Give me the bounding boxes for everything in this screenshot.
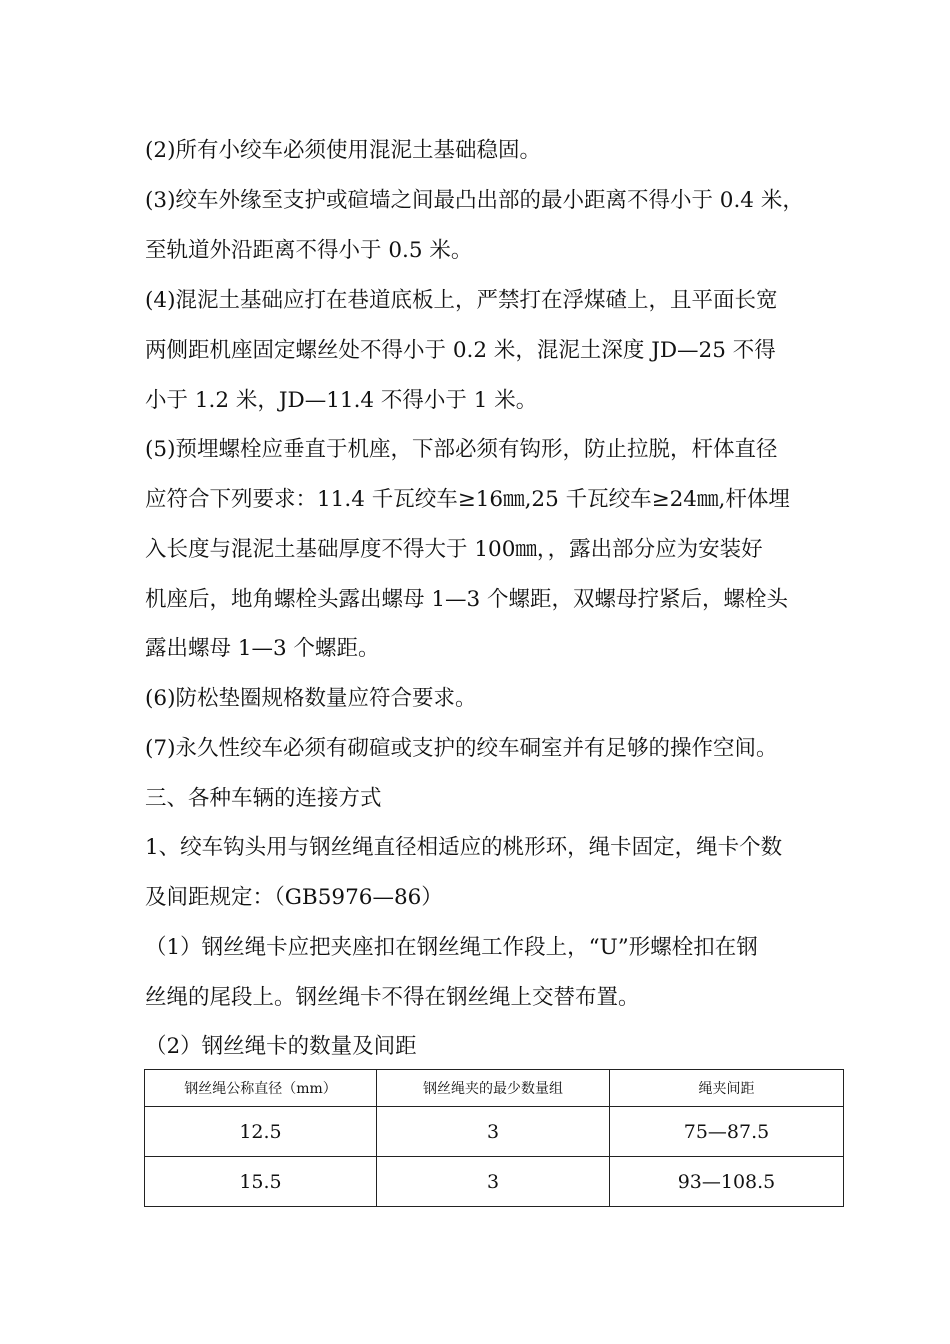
paragraph-line: (6)防松垫圈规格数量应符合要求。: [145, 686, 477, 711]
paragraph-line: 应符合下列要求：11.4 千瓦绞车≥16㎜,25 千瓦绞车≥24㎜,杆体埋: [145, 487, 790, 512]
table-cell: 75—87.5: [610, 1107, 844, 1157]
table-header-row: [145, 1070, 844, 1107]
rope-clip-table: [144, 1069, 844, 1207]
table-caption: （2）钢丝绳卡的数量及间距: [145, 1034, 417, 1059]
table-cell: 93—108.5: [610, 1157, 844, 1207]
table-cell: 3: [377, 1157, 610, 1207]
paragraph-line: 两侧距机座固定螺丝处不得小于 0.2 米，混泥土深度 JD—25 不得: [145, 338, 776, 363]
paragraph-line: (4)混泥土基础应打在巷道底板上，严禁打在浮煤碴上，且平面长宽: [145, 288, 778, 313]
table-cell: 3: [377, 1107, 610, 1157]
paragraph-line: (2)所有小绞车必须使用混泥土基础稳固。: [145, 138, 541, 163]
table-cell: 12.5: [145, 1107, 377, 1157]
paragraph-line: 及间距规定：（GB5976—86）: [145, 885, 443, 910]
paragraph-line: 丝绳的尾段上。钢丝绳卡不得在钢丝绳上交替布置。: [145, 985, 640, 1010]
paragraph-line: 露出螺母 1—3 个螺距。: [145, 636, 380, 661]
header-diameter: 钢丝绳公称直径（mm）: [145, 1070, 377, 1107]
table-row: [145, 1107, 844, 1157]
section-heading: 三、各种车辆的连接方式: [145, 786, 382, 811]
paragraph-line: 至轨道外沿距离不得小于 0.5 米。: [145, 238, 473, 263]
table-cell: 15.5: [145, 1157, 377, 1207]
paragraph-line: (7)永久性绞车必须有砌碹或支护的绞车硐室并有足够的操作空间。: [145, 736, 778, 761]
paragraph-line: (5)预埋螺栓应垂直于机座，下部必须有钩形，防止拉脱，杆体直径: [145, 437, 778, 462]
paragraph-line: 小于 1.2 米，JD—11.4 不得小于 1 米。: [145, 388, 538, 413]
paragraph-line: 机座后，地角螺栓头露出螺母 1—3 个螺距，双螺母拧紧后，螺栓头: [145, 587, 789, 612]
paragraph-line: (3)绞车外缘至支护或碹墙之间最凸出部的最小距离不得小于 0.4 米，: [145, 188, 804, 213]
paragraph-line: 1、绞车钩头用与钢丝绳直径相适应的桃形环，绳卡固定，绳卡个数: [145, 835, 783, 860]
header-min-clip-count: 钢丝绳夹的最少数量组: [377, 1070, 610, 1107]
header-clip-spacing: 绳夹间距: [610, 1070, 844, 1107]
paragraph-line: （1）钢丝绳卡应把夹座扣在钢丝绳工作段上，“U”形螺栓扣在钢: [145, 935, 758, 960]
paragraph-line: 入长度与混泥土基础厚度不得大于 100㎜，，露出部分应为安装好: [145, 537, 763, 562]
table-row: [145, 1157, 844, 1207]
